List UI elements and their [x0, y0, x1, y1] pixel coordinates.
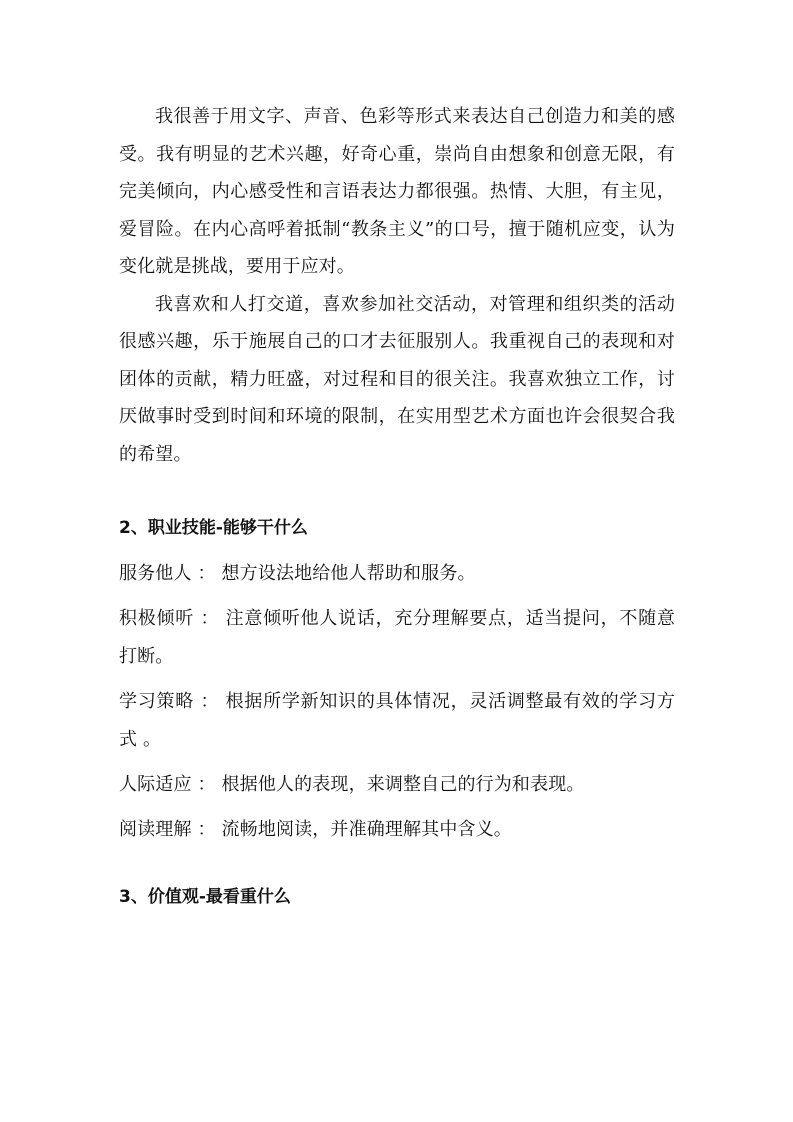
skill-separator: ：	[191, 819, 222, 840]
skill-name: 学习策略	[119, 691, 194, 712]
personality-paragraph-1: 我很善于用文字、声音、色彩等形式来表达自己创造力和美的感受。我有明显的艺术兴趣，好奇心重，崇尚自由想象和创意无限，有完美倾向，内心感受性和言语表达力都很强。热情、大胆，有主见，爱冒险。在内心高呼着抵制“教条主义”的口号，擅于随机应变，认为变化就是挑战，要用于应对。	[119, 106, 675, 277]
skill-name: 阅读理解	[119, 819, 192, 840]
skills-list	[119, 555, 675, 849]
skill-item-adaptation	[119, 766, 675, 804]
document-page	[119, 98, 675, 912]
skill-separator: ：	[191, 563, 222, 584]
skill-separator: ：	[191, 774, 222, 795]
skill-item-listening	[119, 600, 675, 676]
skill-item-reading	[119, 811, 675, 849]
skill-separator: ：	[193, 608, 226, 629]
values-heading: 3、价值观-最看重什么	[119, 887, 291, 907]
skill-description: 根据他人的表现，来调整自己的行为和表现。	[221, 774, 585, 795]
personality-paragraph-2: 我喜欢和人打交道，喜欢参加社交活动，对管理和组织类的活动很感兴趣，乐于施展自己的口才去征服别人。我重视自己的表现和对团体的贡献，精力旺盛，对过程和目的很关注。我喜欢独立工作，讨厌做事时受到时间和环境的限制，在实用型艺术方面也许会很契合我的希望。	[119, 293, 675, 465]
skill-description: 注意倾听他人说话，充分理解要点，适当提问，不随意打断。	[119, 608, 675, 667]
skill-name: 服务他人	[119, 563, 192, 584]
skill-name: 积极倾听	[119, 608, 194, 629]
skill-item-learning	[119, 683, 675, 759]
skill-name: 人际适应	[119, 774, 192, 795]
skill-description: 想方设法地给他人帮助和服务。	[221, 563, 476, 584]
skills-heading: 2、职业技能-能够干什么	[119, 518, 308, 538]
skill-item-service	[119, 555, 675, 593]
skill-description: 流畅地阅读，并准确理解其中含义。	[221, 819, 512, 840]
skill-description: 根据所学新知识的具体情况，灵活调整最有效的学习方式 。	[119, 691, 675, 750]
skill-separator: ：	[193, 691, 226, 712]
